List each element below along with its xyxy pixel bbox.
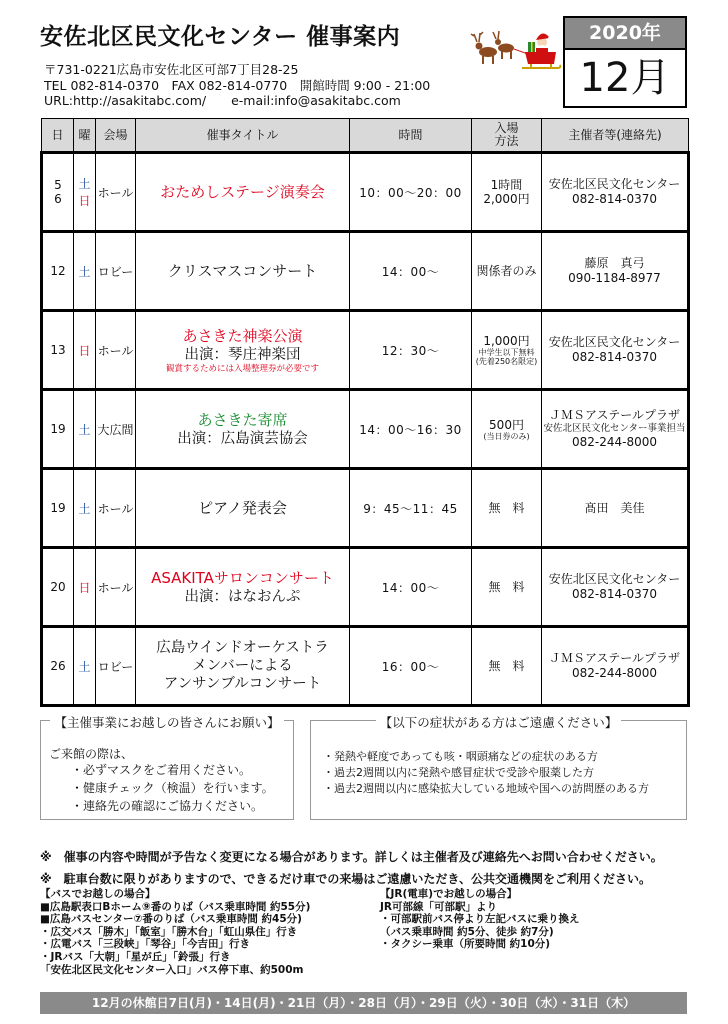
dow-cell: 土 <box>74 627 96 706</box>
event-title: あさきた寄席 出演：広島演芸協会 <box>136 390 350 469</box>
organizer-cell: ＪＭＳアステールプラザ 安佐北区民文化センター事業担当 082-244-8000 <box>542 390 689 469</box>
access-bus-heading: 【バスでお越しの場合】 <box>40 888 156 900</box>
organizer-cell: ＪＭＳアステールプラザ 082-244-8000 <box>542 627 689 706</box>
fee-cell: 無 料 <box>472 469 542 548</box>
time-cell: 16：00～ <box>350 627 472 706</box>
organizer-cell: 安佐北区民文化センター 082-814-0370 <box>542 153 689 232</box>
request-box <box>40 715 294 820</box>
table-row <box>42 390 689 469</box>
symptom-box <box>310 715 687 820</box>
day-cell: 5 6 <box>42 153 74 232</box>
table-row <box>42 469 689 548</box>
list-item: ・発熱や軽度であっても咳・咽頭痛などの症状のある方 <box>323 750 598 763</box>
table-row <box>42 627 689 706</box>
symptom-box-title: 【以下の症状がある方はご遠慮ください】 <box>376 715 622 730</box>
access-train-heading: 【JR(電車)でお越しの場合】 <box>380 888 518 900</box>
fee-cell: 500円 (当日券のみ) <box>472 390 542 469</box>
dow-cell: 土 <box>74 232 96 311</box>
table-row <box>42 232 689 311</box>
santa-sleigh-icon <box>470 22 562 78</box>
event-title: ASAKITAサロンコンサート 出演：はなおんぷ <box>136 548 350 627</box>
header-venue: 会場 <box>96 119 136 153</box>
time-cell: 14：00～16：30 <box>350 390 472 469</box>
venue-cell: ホール <box>96 548 136 627</box>
fee-cell: 1時間 2,000円 <box>472 153 542 232</box>
organizer-cell: 髙田 美佳 <box>542 469 689 548</box>
time-cell: 12：30～ <box>350 311 472 390</box>
year-label: 2020年 <box>565 18 685 50</box>
organizer-cell: 安佐北区民文化センター 082-814-0370 <box>542 548 689 627</box>
dow-cell: 土 <box>74 469 96 548</box>
list-item: ・連絡先の確認にご協力ください。 <box>71 799 264 813</box>
time-cell: 10：00～20：00 <box>350 153 472 232</box>
table-row <box>42 548 689 627</box>
table-row <box>42 153 689 232</box>
header-organizer: 主催者等(連絡先) <box>542 119 689 153</box>
venue-cell: 大広間 <box>96 390 136 469</box>
dow-cell: 土 <box>74 390 96 469</box>
day-cell: 13 <box>42 311 74 390</box>
date-box <box>563 16 687 108</box>
contact-block <box>44 62 430 109</box>
table-header-row <box>42 119 689 153</box>
url-email: URL:http://asakitabc.com/ e-mail:info@asakitabc.com <box>44 93 401 108</box>
organizer-cell: 安佐北区民文化センター 082-814-0370 <box>542 311 689 390</box>
day-cell: 26 <box>42 627 74 706</box>
venue-cell: ロビー <box>96 232 136 311</box>
venue-cell: ホール <box>96 469 136 548</box>
event-schedule-table <box>40 118 690 707</box>
time-cell: 14：00～ <box>350 548 472 627</box>
notice-change: ※ 催事の内容や時間が予告なく変更になる場合があります。詳しくは主催者及び連絡先へお問い合わせください。 <box>40 850 663 864</box>
access-bus: 【バスでお越しの場合】 ■広島駅表口Bホーム⑨番のりば（バス乗車時間 約55分) ■広島バスセンター⑦番のりば（バス乗車時間 約45分) ・広交バス「勝木」「飯室」「勝木台」「虹山県住」行き ・広電バス「三段峡」「琴谷」「今吉田」行き ・JRバス「大朝」「星が丘」「鈴張」行き 「安佐北区民文化センター入口」バス停下車、約500m <box>40 888 311 976</box>
header-time: 時間 <box>350 119 472 153</box>
organizer-cell: 藤原 真弓 090-1184-8977 <box>542 232 689 311</box>
venue-cell: ロビー <box>96 627 136 706</box>
event-title: クリスマスコンサート <box>136 232 350 311</box>
list-item: ・健康チェック（検温）を行います。 <box>71 781 274 795</box>
day-cell: 20 <box>42 548 74 627</box>
venue-cell: ホール <box>96 311 136 390</box>
time-cell: 14：00～ <box>350 232 472 311</box>
event-title: あさきた神楽公演 出演：琴庄神楽団 観賞するためには入場整理券が必要です <box>136 311 350 390</box>
time-cell: 9：45～11：45 <box>350 469 472 548</box>
day-cell: 19 <box>42 469 74 548</box>
tel-fax-hours: TEL 082-814-0370 FAX 082-814-0770 開館時間 9:00 - 21:00 <box>44 77 431 93</box>
dow-cell: 土 日 <box>74 153 96 232</box>
day-cell: 19 <box>42 390 74 469</box>
dow-cell: 日 <box>74 311 96 390</box>
page-title: 安佐北区民文化センター 催事案内 <box>40 24 401 50</box>
access-train: 【JR(電車)でお越しの場合】 JR可部線「可部駅」より ・可部駅前バス停より左記バスに乗り換え （バス乗車時間 約5分、徒歩 約7分) ・タクシー乗車（所要時間 約10分) <box>380 888 580 951</box>
header-dow: 曜 <box>74 119 96 153</box>
table-row <box>42 311 689 390</box>
fee-cell: 1,000円 中学生以下無料 (先着250名限定) <box>472 311 542 390</box>
postal-address: 〒731-0221広島市安佐北区可部7丁目28-25 <box>44 62 299 77</box>
request-box-title: 【主催事業にお越しの皆さんにお願い】 <box>50 715 283 730</box>
event-title: おためしステージ演奏会 <box>136 153 350 232</box>
list-item: ・過去2週間以内に発熱や感冒症状で受診や服薬した方 <box>323 766 594 779</box>
month-label: 12月 <box>579 55 671 101</box>
symptom-list <box>323 749 649 797</box>
fee-cell: 無 料 <box>472 548 542 627</box>
day-cell: 12 <box>42 232 74 311</box>
list-item: ・過去2週間以内に感染拡大している地域や国への訪問歴のある方 <box>323 782 649 795</box>
event-title: ピアノ発表会 <box>136 469 350 548</box>
request-intro: ご来館の際は、 <box>49 747 134 761</box>
venue-cell: ホール <box>96 153 136 232</box>
header-title: 催事タイトル <box>136 119 350 153</box>
closed-days-footer: 12月の休館日7日(月)・14日(月)・21日（月）・28日（月）・29日（火）・30日（水）・31日（木） <box>40 992 687 1014</box>
fee-cell: 無 料 <box>472 627 542 706</box>
dow-cell: 日 <box>74 548 96 627</box>
list-item: ・必ずマスクをご着用ください。 <box>71 763 252 777</box>
request-list <box>71 761 274 815</box>
event-title: 広島ウインドオーケストラ メンバーによる アンサンブルコンサート <box>136 627 350 706</box>
notice-parking: ※ 駐車台数に限りがありますので、できるだけ車での来場はご遠慮いただき、公共交通機関をご利用ください。 <box>40 872 651 886</box>
header-entry: 入場 方法 <box>472 119 542 153</box>
fee-cell: 関係者のみ <box>472 232 542 311</box>
header-day: 日 <box>42 119 74 153</box>
